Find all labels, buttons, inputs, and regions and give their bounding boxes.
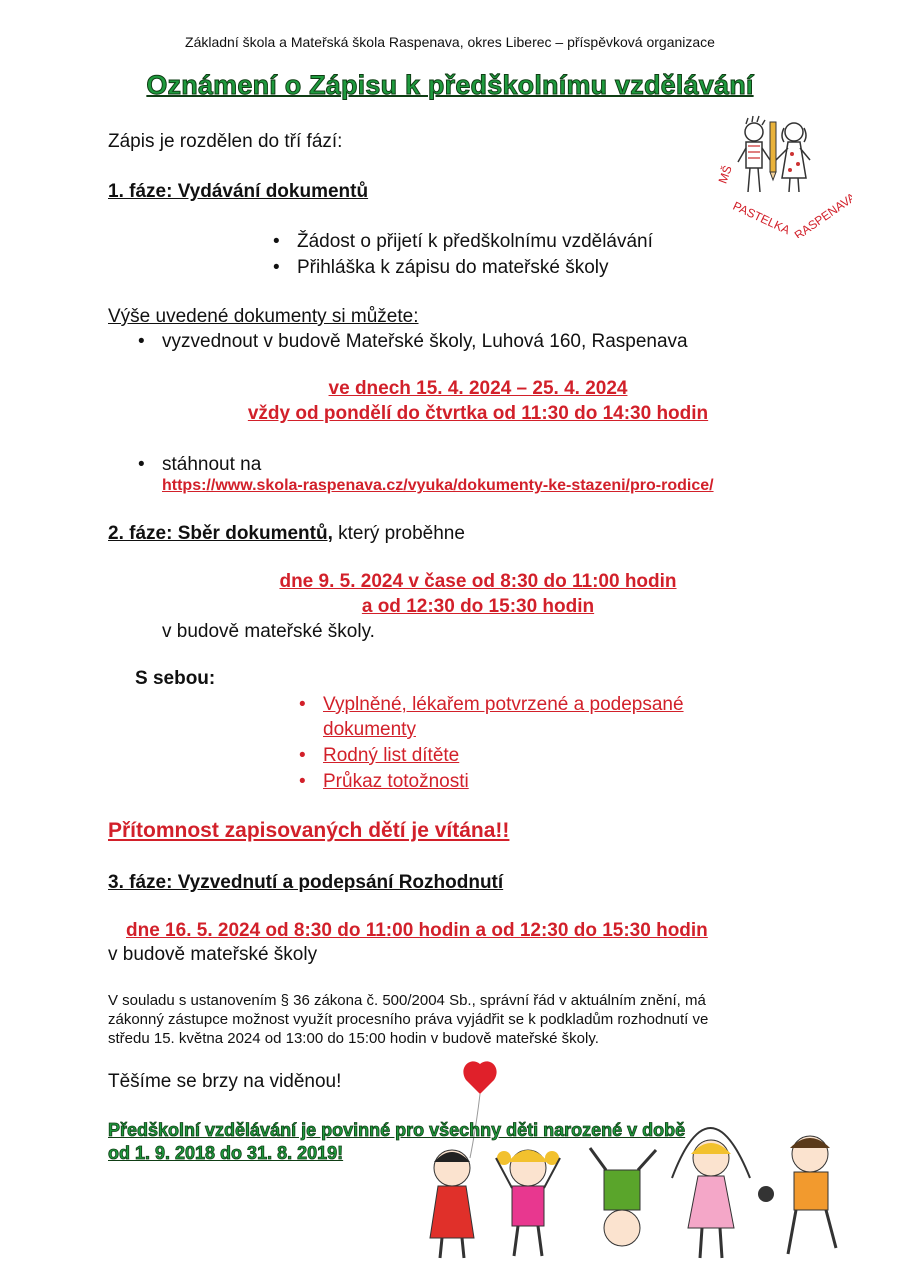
mandatory-notice — [108, 1119, 808, 1165]
kindergarten-logo — [712, 108, 852, 238]
phase3-heading: 3. fáze: Vyzvednutí a podepsání Rozhodnutí — [108, 872, 504, 893]
mandatory-line: od 1. 9. 2018 do 31. 8. 2019! — [108, 1143, 344, 1163]
bring-label: S sebou: — [135, 668, 216, 689]
phase2-heading-rest: který proběhne — [332, 523, 465, 544]
download-option: • stáhnout na — [162, 454, 261, 476]
collection-place: v budově mateřské školy. — [162, 621, 375, 642]
phase2-heading-line — [108, 523, 465, 545]
svg-text:PASTELKA: PASTELKA — [730, 198, 793, 238]
pickup-dates: ve dnech 15. 4. 2024 – 25. 4. 2024 — [328, 378, 628, 399]
collection-time: a od 12:30 do 15:30 hodin — [361, 596, 595, 617]
phase1-item: • Žádost o přijetí k předškolnímu vzdělávání — [297, 231, 653, 253]
legal-line: středu 15. května 2024 od 13:00 do 15:00 hodin v budově mateřské školy. — [108, 1030, 599, 1047]
pickup-option: • vyzvednout v budově Mateřské školy, Luhová 160, Raspenava — [162, 331, 688, 353]
bring-item: • Průkaz totožnosti — [323, 771, 469, 793]
svg-text:MŠ: MŠ — [715, 163, 735, 186]
svg-text:RASPENAVA: RASPENAVA — [791, 189, 852, 238]
legal-line: V souladu s ustanovením § 36 zákona č. 500/2004 Sb., správní řád v aktuálním znění, má — [108, 992, 706, 1009]
pickup-hours: vždy od pondělí do čtvrtka od 11:30 do 14:30 hodin — [247, 403, 709, 424]
decision-place: v budově mateřské školy — [108, 944, 318, 965]
download-link[interactable]: https://www.skola-raspenava.cz/vyuka/dokumenty-ke-stazeni/pro-rodice/ — [162, 477, 714, 494]
mandatory-line: Předškolní vzdělávání je povinné pro všechny děti narozené v době — [108, 1120, 686, 1140]
see-you-text: Těšíme se brzy na viděnou! — [108, 1071, 342, 1092]
phase1-heading: 1. fáze: Vydávání dokumentů — [108, 181, 369, 202]
intro-text: Zápis je rozdělen do tří fází: — [108, 131, 343, 152]
docs-intro: Výše uvedené dokumenty si můžete: — [108, 306, 419, 327]
legal-line: zákonný zástupce možnost využít procesního práva vyjádřit se k podkladům rozhodnutí ve — [108, 1011, 709, 1028]
children-welcome: Přítomnost zapisovaných dětí je vítána!! — [108, 819, 510, 842]
bring-item-continued: dokumenty — [323, 719, 416, 740]
phase2-heading: 2. fáze: Sběr dokumentů, — [108, 523, 333, 544]
collection-date: dne 9. 5. 2024 v čase od 8:30 do 11:00 hodin — [279, 571, 677, 592]
bring-item: • Vyplněné, lékařem potvrzené a podepsané — [323, 694, 684, 716]
phase1-item: • Přihláška k zápisu do mateřské školy — [297, 257, 609, 279]
bring-item: • Rodný list dítěte — [323, 745, 459, 767]
decision-date: dne 16. 5. 2024 od 8:30 do 11:00 hodin a od 12:30 do 15:30 hodin — [126, 920, 708, 941]
page-title: Oznámení o Zápisu k předškolnímu vzdělávání — [146, 70, 754, 100]
legal-notice — [108, 991, 808, 1048]
school-header: Základní škola a Mateřská škola Raspenava, okres Liberec – příspěvková organizace — [185, 34, 715, 50]
